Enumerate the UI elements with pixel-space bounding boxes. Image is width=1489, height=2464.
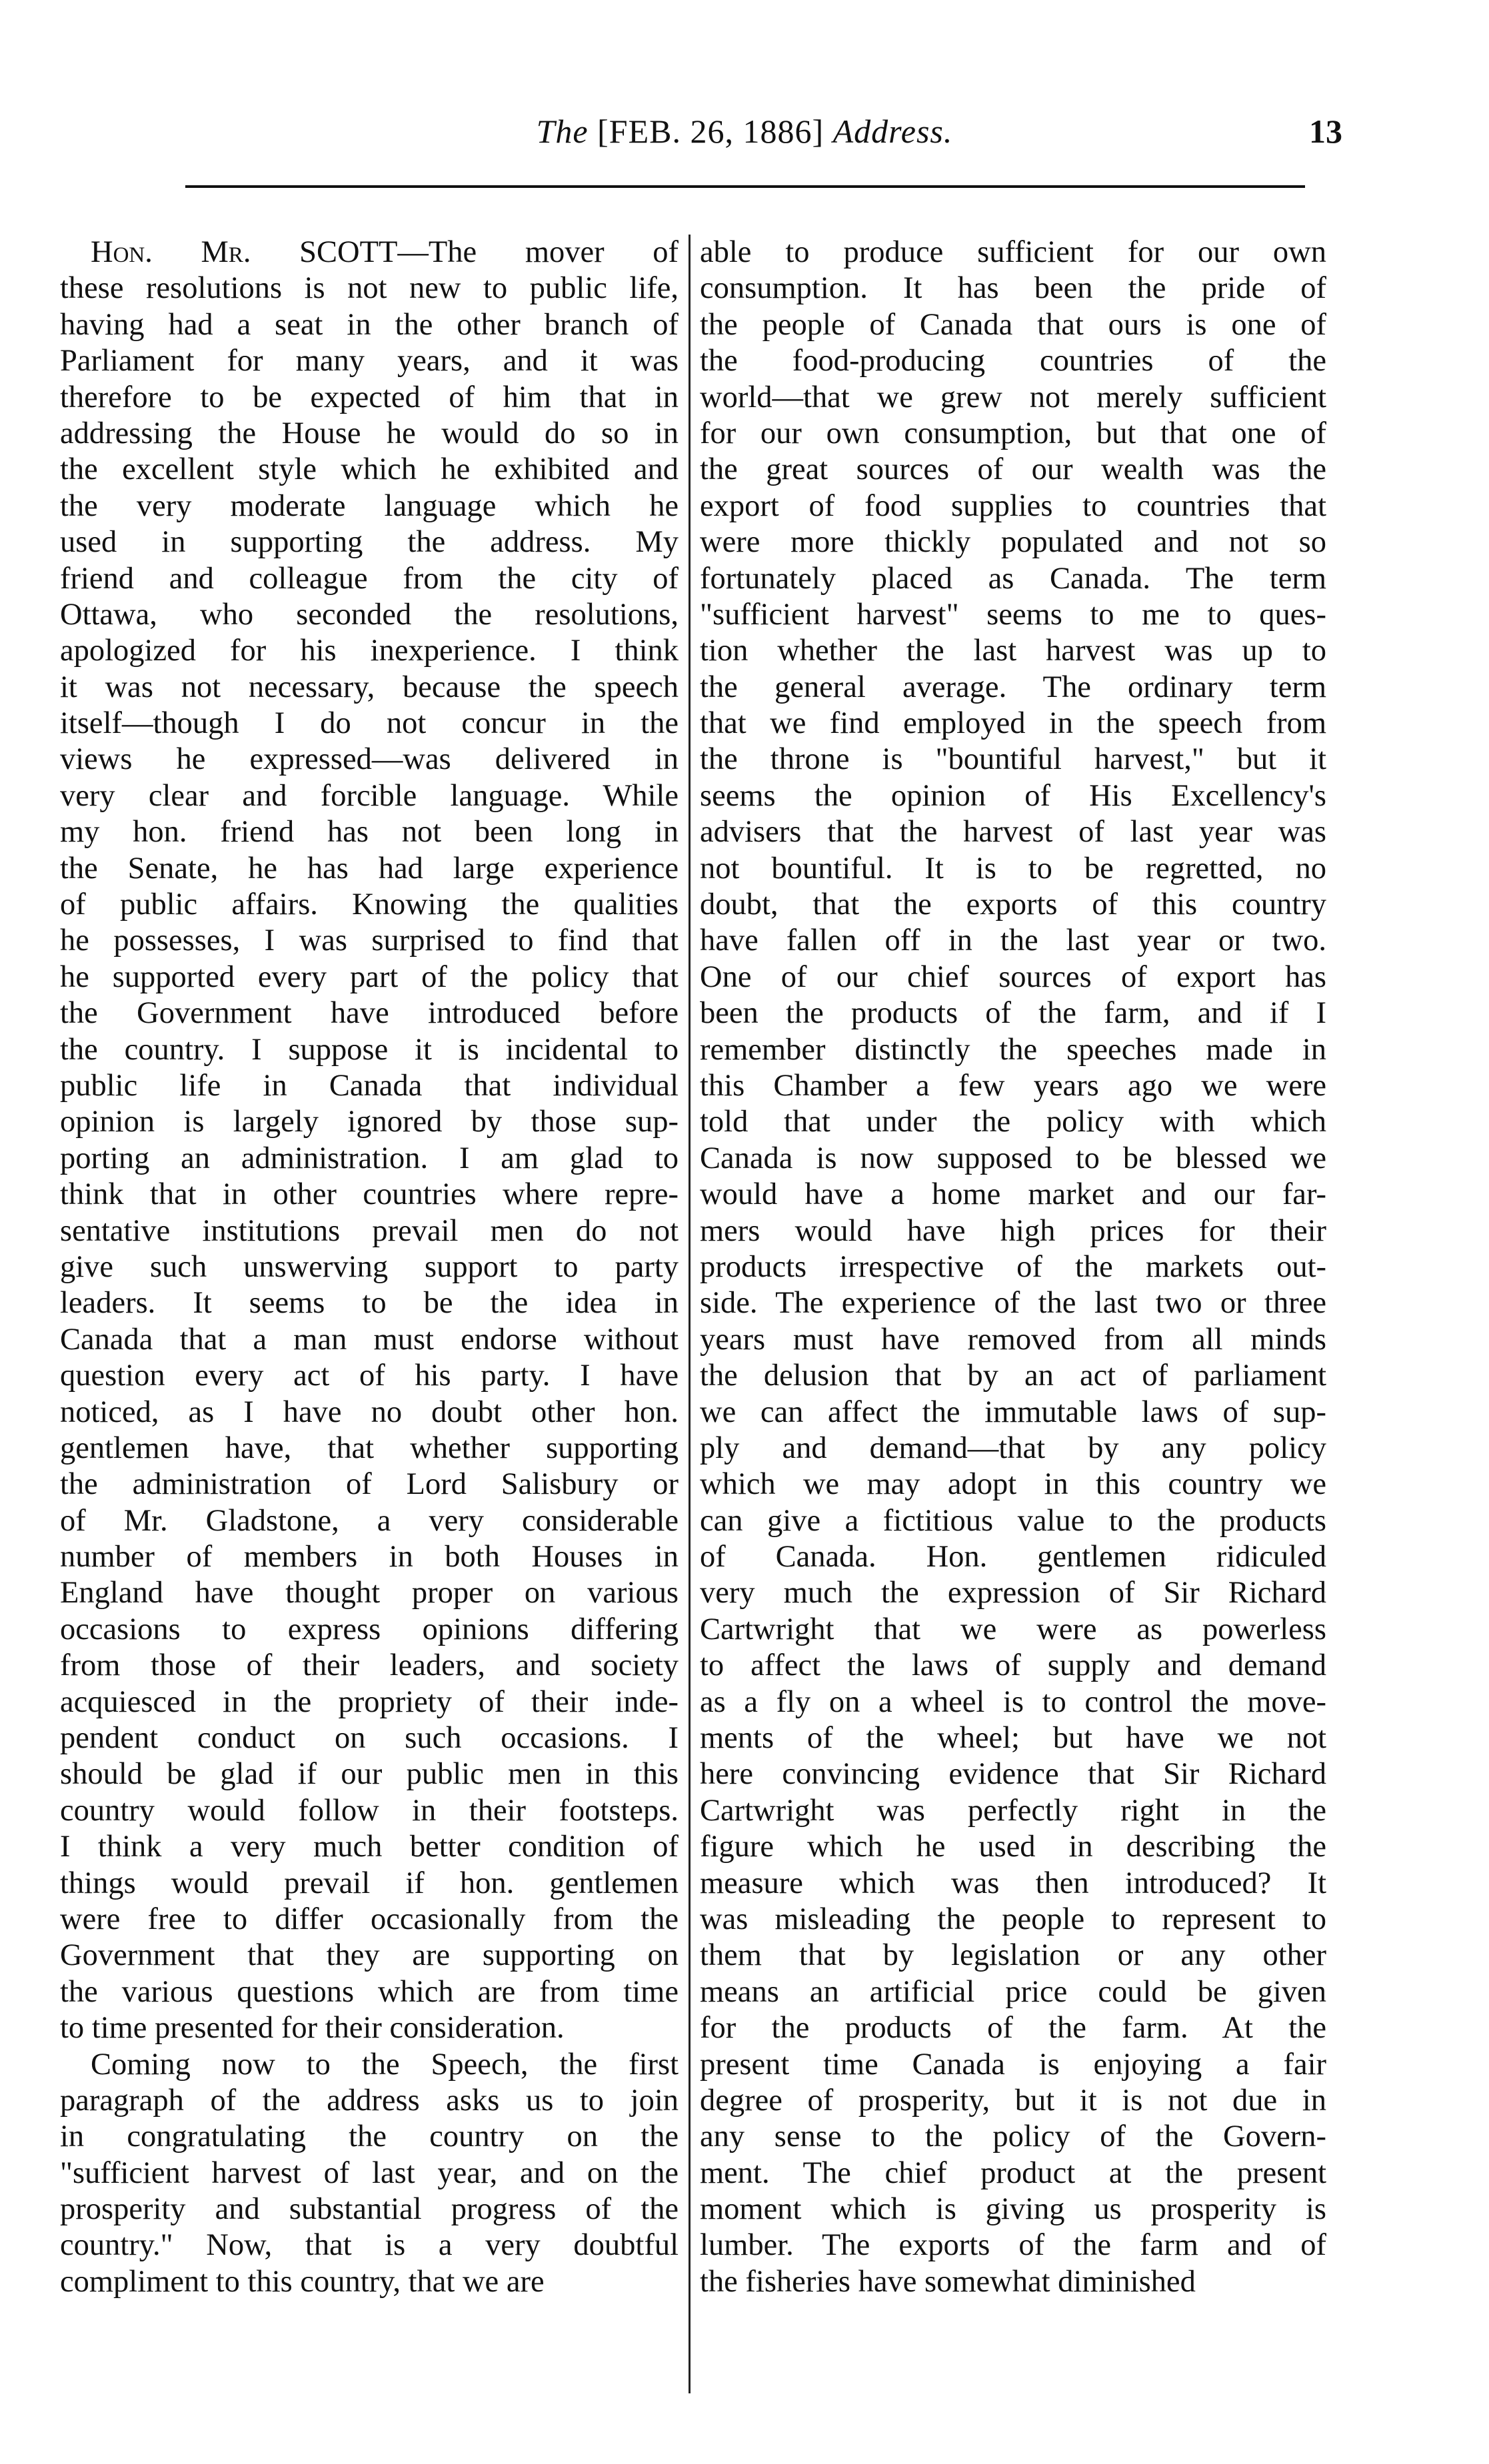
text-line: not bountiful. It is to be regretted, no (700, 851, 1326, 886)
text-line: leaders. It seems to be the idea in (60, 1286, 679, 1321)
text-line: question every act of his party. I have (60, 1359, 679, 1393)
text-line: porting an administration. I am glad to (60, 1141, 679, 1175)
text-line: country." Now, that is a very doubtful (60, 2228, 679, 2263)
running-head-title-suffix: Address. (832, 113, 953, 150)
text-line: for our own consumption, but that one of (700, 416, 1326, 450)
text-line: compliment to this country, that we are (60, 2264, 545, 2299)
text-line: of Mr. Gladstone, a very considerable (60, 1503, 679, 1538)
text-line: the food-producing countries of the (700, 344, 1326, 378)
text-line: the Government have introduced before (60, 996, 679, 1031)
text-line: seems the opinion of His Excellency's (700, 778, 1326, 813)
text-line: was misleading the people to represent to (700, 1902, 1326, 1936)
text-line: it was not necessary, because the speech (60, 670, 679, 704)
text-line: noticed, as I have no doubt other hon. (60, 1395, 679, 1429)
running-head (0, 112, 1489, 151)
text-line: the administration of Lord Salisbury or (60, 1467, 679, 1502)
text-line: degree of prosperity, but it is not due in (700, 2083, 1326, 2118)
text-line: remember distinctly the speeches made in (700, 1032, 1326, 1067)
text-line: acquiesced in the propriety of their inde- (60, 1684, 679, 1719)
text-line: Canada is now supposed to be blessed we (700, 1141, 1326, 1175)
text-line: we can affect the immutable laws of sup- (700, 1395, 1326, 1429)
text-line: tion whether the last harvest was up to (700, 634, 1326, 668)
text-line: lumber. The exports of the farm and of (700, 2228, 1326, 2263)
text-line: the very moderate language which he (60, 488, 679, 523)
text-line: Cartwright that we were as powerless (700, 1612, 1326, 1646)
text-line: ment. The chief product at the present (700, 2156, 1326, 2190)
text-line: any sense to the policy of the Govern- (700, 2120, 1326, 2154)
text-line: in congratulating the country on the (60, 2120, 679, 2154)
text-line: that we find employed in the speech from (700, 706, 1326, 741)
text-line: were free to differ occasionally from the (60, 1902, 679, 1936)
text-line: Coming now to the Speech, the first (91, 2047, 679, 2082)
text-line: advisers that the harvest of last year was (700, 815, 1326, 850)
text-line: friend and colleague from the city of (60, 561, 679, 596)
text-line: itself—though I do not concur in the (60, 706, 679, 741)
text-line: public life in Canada that individual (60, 1068, 679, 1103)
text-line: opinion is largely ignored by those sup- (60, 1105, 679, 1139)
text-line: for the products of the farm. At the (700, 2011, 1326, 2046)
text-line: these resolutions is not new to public life, (60, 271, 679, 306)
text-line: figure which he used in describing the (700, 1830, 1326, 1864)
text-line: doubt, that the exports of this country (700, 888, 1326, 922)
left-column (60, 235, 679, 2300)
running-head-title-prefix: The (536, 113, 589, 150)
text-line: side. The experience of the last two or three (700, 1286, 1326, 1321)
text-line: ments of the wheel; but have we not (700, 1721, 1326, 1756)
text-line: sentative institutions prevail men do not (60, 1213, 679, 1248)
text-line: Government that they are supporting on (60, 1938, 679, 1973)
text-line: them that by legislation or any other (700, 1938, 1326, 1973)
text-line: paragraph of the address asks us to join (60, 2083, 679, 2118)
text-line: he possesses, I was surprised to find that (60, 924, 679, 958)
column-divider (689, 235, 691, 2393)
text-line: pendent conduct on such occasions. I (60, 1721, 679, 1756)
text-line: ply and demand—that by any policy (700, 1431, 1326, 1465)
text-line: mers would have high prices for their (700, 1213, 1326, 1248)
text-line: addressing the House he would do so in (60, 416, 679, 450)
text-line: of public affairs. Knowing the qualities (60, 888, 679, 922)
text-line: been the products of the farm, and if I (700, 996, 1326, 1031)
text-line: England have thought proper on various (60, 1576, 679, 1610)
text-line: the great sources of our wealth was the (700, 452, 1326, 487)
text-line: Hon. Mr. SCOTT—The mover of (91, 235, 679, 269)
text-line: "sufficient harvest" seems to me to ques- (700, 597, 1326, 632)
text-line: he supported every part of the policy that (60, 959, 679, 994)
text-line: the fisheries have somewhat diminished (700, 2264, 1196, 2299)
text-line: export of food supplies to countries that (700, 488, 1326, 523)
text-line: therefore to be expected of him that in (60, 380, 679, 414)
text-line: here convincing evidence that Sir Richard (700, 1757, 1326, 1792)
text-line: Canada that a man must endorse without (60, 1322, 679, 1357)
text-line: occasions to express opinions differing (60, 1612, 679, 1646)
text-line: told that under the policy with which (700, 1105, 1326, 1139)
text-line: gentlemen have, that whether supporting (60, 1431, 679, 1465)
text-line: the people of Canada that ours is one of (700, 307, 1326, 342)
header-rule (185, 185, 1305, 188)
text-line: the throne is "bountiful harvest," but it (700, 742, 1326, 777)
text-line: One of our chief sources of export has (700, 959, 1326, 994)
text-line: "sufficient harvest of last year, and on the (60, 2156, 679, 2190)
text-line: which we may adopt in this country we (700, 1467, 1326, 1502)
text-line: means an artificial price could be given (700, 1974, 1326, 2009)
text-line: would have a home market and our far- (700, 1177, 1326, 1212)
text-line: products irrespective of the markets out- (700, 1249, 1326, 1284)
running-head-date: [FEB. 26, 1886] (597, 113, 824, 150)
text-line: to time presented for their consideration. (60, 2011, 565, 2046)
text-line: should be glad if our public men in this (60, 1757, 679, 1792)
text-line: have fallen off in the last year or two. (700, 924, 1326, 958)
text-line: this Chamber a few years ago we were (700, 1068, 1326, 1103)
text-line: Parliament for many years, and it was (60, 344, 679, 378)
text-line: fortunately placed as Canada. The term (700, 561, 1326, 596)
right-column (700, 235, 1326, 2300)
text-line: the excellent style which he exhibited and (60, 452, 679, 487)
text-line: years must have removed from all minds (700, 1322, 1326, 1357)
text-line: very clear and forcible language. While (60, 778, 679, 813)
text-line: my hon. friend has not been long in (60, 815, 679, 850)
text-line: to affect the laws of supply and demand (700, 1648, 1326, 1683)
text-line: of Canada. Hon. gentlemen ridiculed (700, 1540, 1326, 1574)
text-line: views he expressed—was delivered in (60, 742, 679, 777)
text-line: used in supporting the address. My (60, 525, 679, 560)
text-line: present time Canada is enjoying a fair (700, 2047, 1326, 2082)
text-line: the delusion that by an act of parliament (700, 1359, 1326, 1393)
text-line: Ottawa, who seconded the resolutions, (60, 597, 679, 632)
text-line: things would prevail if hon. gentlemen (60, 1866, 679, 1900)
text-line: prosperity and substantial progress of the (60, 2192, 679, 2227)
page-number: 13 (1309, 113, 1342, 150)
text-line: think that in other countries where repre- (60, 1177, 679, 1212)
text-line: from those of their leaders, and society (60, 1648, 679, 1683)
text-line: the country. I suppose it is incidental to (60, 1032, 679, 1067)
text-line: I think a very much better condition of (60, 1830, 679, 1864)
text-line: very much the expression of Sir Richard (700, 1576, 1326, 1610)
text-line: as a fly on a wheel is to control the move- (700, 1684, 1326, 1719)
text-line: the general average. The ordinary term (700, 670, 1326, 704)
text-line: able to produce sufficient for our own (700, 235, 1326, 269)
page-header (0, 112, 1489, 165)
text-line: were more thickly populated and not so (700, 525, 1326, 560)
text-line: the Senate, he has had large experience (60, 851, 679, 886)
text-line: measure which was then introduced? It (700, 1866, 1326, 1900)
text-line: give such unswerving support to party (60, 1249, 679, 1284)
text-line: number of members in both Houses in (60, 1540, 679, 1574)
text-line: country would follow in their footsteps. (60, 1793, 679, 1828)
text-line: moment which is giving us prosperity is (700, 2192, 1326, 2227)
text-line: apologized for his inexperience. I think (60, 634, 679, 668)
text-line: can give a fictitious value to the products (700, 1503, 1326, 1538)
text-line: Cartwright was perfectly right in the (700, 1793, 1326, 1828)
text-line: world—that we grew not merely sufficient (700, 380, 1326, 414)
text-line: the various questions which are from time (60, 1974, 679, 2009)
text-line: consumption. It has been the pride of (700, 271, 1326, 306)
text-line: having had a seat in the other branch of (60, 307, 679, 342)
